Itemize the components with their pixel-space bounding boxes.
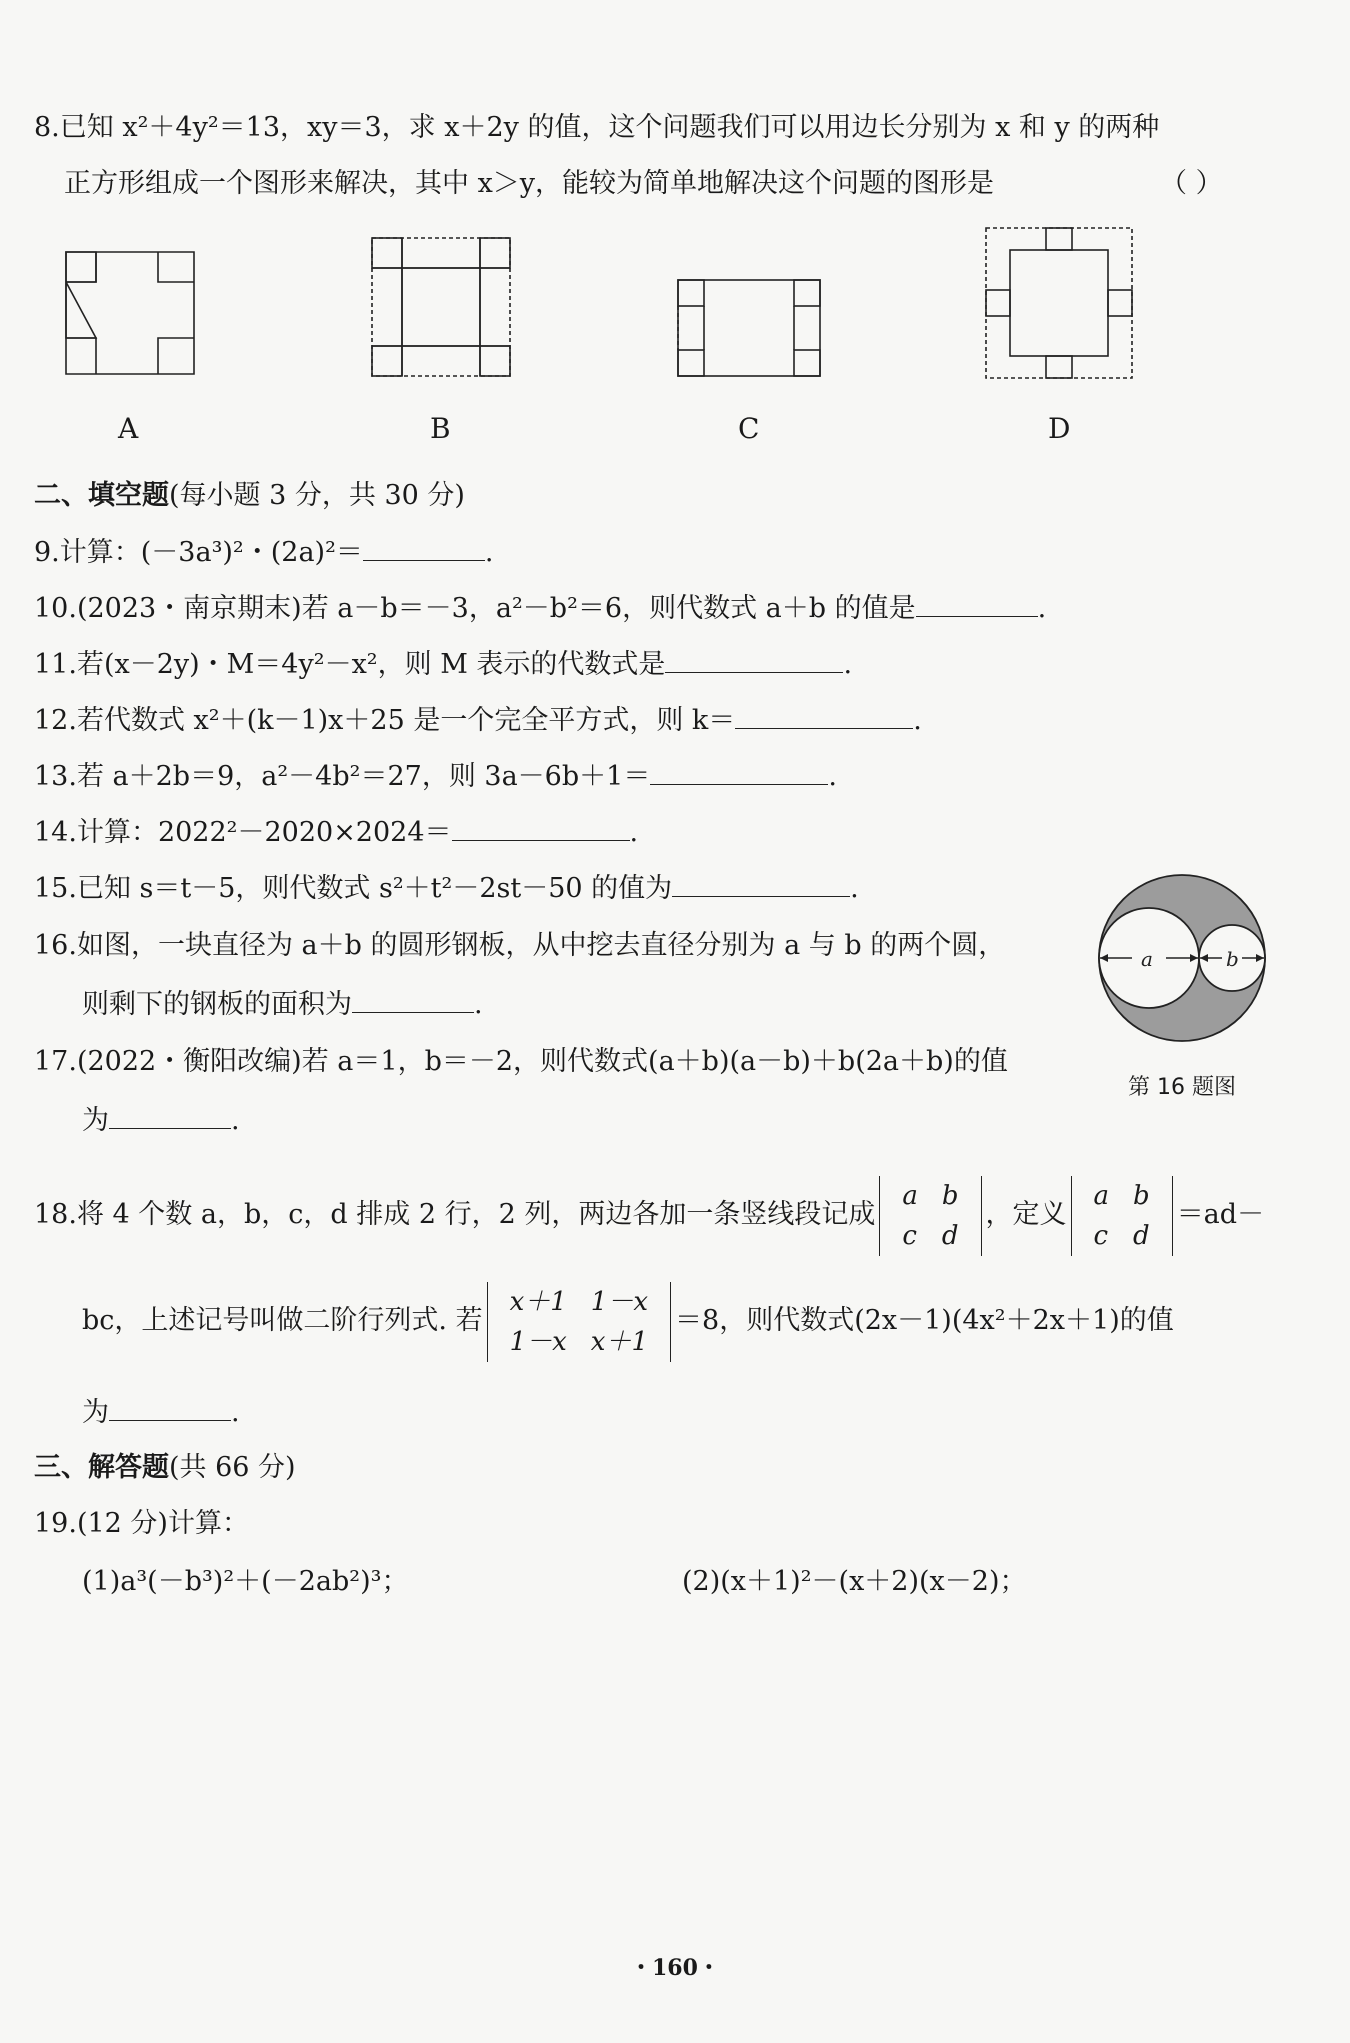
m1b-b: b (1133, 1180, 1150, 1211)
q16-answer-blank[interactable] (352, 986, 474, 1013)
q18-line2-prefix: bc，上述记号叫做二阶行列式. 若 (82, 1305, 483, 1336)
q16-line2 (82, 986, 483, 1023)
q13 (34, 758, 837, 795)
section-3-note: (共 66 分) (169, 1452, 296, 1483)
m1b-a: a (1093, 1180, 1110, 1211)
q15-text: 15.已知 s＝t－5，则代数式 s²＋t²－2st－50 的值为 (34, 873, 673, 904)
q16-end: . (474, 989, 483, 1020)
section-3-title: 三、解答题 (34, 1452, 169, 1483)
m2-d: x＋1 (590, 1326, 649, 1357)
q9-text: 9.计算：(－3a³)²・(2a)²＝ (34, 537, 363, 568)
q10-end: . (1037, 593, 1047, 624)
q16-text: 则剩下的钢板的面积为 (82, 989, 352, 1020)
q14-answer-blank[interactable] (452, 814, 630, 841)
q18-matrix-abcd-2 (1071, 1176, 1173, 1256)
q12-text: 12.若代数式 x²＋(k－1)x＋25 是一个完全平方式，则 k＝ (34, 705, 736, 736)
q19-part1: (1)a³(－b³)²＋(－2ab²)³； (82, 1566, 409, 1597)
q18-line3 (82, 1394, 240, 1431)
q13-text: 13.若 a＋2b＝9，a²－4b²＝27，则 3a－6b＋1＝ (34, 761, 651, 792)
q11-text: 11.若(x－2y)・M＝4y²－x²，则 M 表示的代数式是 (34, 649, 666, 680)
m1b-c: c (1093, 1220, 1109, 1251)
q13-end: . (828, 761, 837, 792)
q18-matrix-abcd (879, 1176, 981, 1256)
m2-a: x＋1 (509, 1286, 567, 1317)
q16-caption: 第 16 题图 (1128, 1075, 1236, 1100)
option-c-figure (678, 280, 820, 376)
q18-line2 (82, 1276, 1174, 1366)
q15 (34, 870, 859, 907)
q9-answer-blank[interactable] (363, 534, 485, 561)
q17-line1: 17.(2022・衡阳改编)若 a＝1，b＝－2，则代数式(a＋b)(a－b)＋b(2a＋b)的值 (34, 1046, 1008, 1077)
q19-part2: (2)(x＋1)²－(x＋2)(x－2)； (682, 1566, 1027, 1597)
q14 (34, 814, 638, 851)
q17-end: . (231, 1105, 240, 1136)
q9 (34, 534, 494, 571)
q8-option-figures (0, 220, 1350, 390)
q18-line2-suffix: ＝8，则代数式(2x－1)(4x²＋2x＋1)的值 (675, 1305, 1174, 1336)
q15-answer-blank[interactable] (672, 870, 850, 897)
q18-line3-text: 为 (82, 1397, 109, 1428)
q10 (34, 590, 1046, 627)
m1-a: a (902, 1180, 918, 1211)
option-b-label: B (430, 412, 451, 445)
option-c-label: C (738, 412, 760, 445)
q17-text: 为 (82, 1105, 109, 1136)
option-a-label: A (118, 412, 139, 445)
option-b-figure (372, 238, 510, 376)
q12 (34, 702, 922, 739)
q15-end: . (850, 873, 859, 904)
q16-line1: 16.如图，一块直径为 a＋b 的圆形钢板，从中挖去直径分别为 a 与 b 的两个圆， (34, 930, 1006, 961)
page-number: ・160・ (630, 1955, 720, 1981)
q18-matrix-x (487, 1282, 671, 1362)
q13-answer-blank[interactable] (650, 758, 828, 785)
q18-line1 (34, 1170, 1264, 1260)
option-d-label: D (1048, 412, 1071, 445)
option-d-figure (986, 228, 1132, 378)
m1-d: d (941, 1220, 959, 1251)
q18-suffix: ＝ad－ (1176, 1199, 1265, 1230)
m2-b: 1－x (590, 1286, 649, 1317)
m1-b: b (941, 1180, 959, 1211)
m1b-d: d (1133, 1220, 1150, 1251)
section-3-heading (34, 1450, 296, 1486)
m1-c: c (902, 1220, 917, 1251)
section-2-title: 二、填空题 (34, 480, 169, 511)
q17-line2 (82, 1102, 240, 1139)
q17-answer-blank[interactable] (109, 1102, 231, 1129)
q16-figure (1092, 868, 1272, 1048)
q11 (34, 646, 852, 683)
option-a-figure (66, 252, 194, 374)
q9-end: . (484, 537, 494, 568)
m2-c: 1－x (509, 1326, 567, 1357)
q18-mid: ，定义 (985, 1199, 1067, 1230)
fig-label-a: a (1141, 947, 1153, 971)
q18-end: . (231, 1397, 240, 1428)
fig-label-b: b (1226, 947, 1239, 971)
q14-end: . (629, 817, 639, 848)
q8-line2: 正方形组成一个图形来解决，其中 x＞y，能较为简单地解决这个问题的图形是 (64, 168, 995, 199)
q18-answer-blank[interactable] (109, 1394, 231, 1421)
q10-text: 10.(2023・南京期末)若 a－b＝－3，a²－b²＝6，则代数式 a＋b 的值是 (34, 593, 916, 624)
q12-end: . (913, 705, 922, 736)
section-2-heading (34, 478, 465, 514)
q10-answer-blank[interactable] (916, 590, 1038, 617)
section-2-note: (每小题 3 分，共 30 分) (169, 480, 465, 511)
q8-answer-paren: （ ） (1160, 168, 1223, 199)
q19-title: 19.(12 分)计算： (34, 1508, 249, 1539)
q12-answer-blank[interactable] (735, 702, 913, 729)
q11-end: . (843, 649, 853, 680)
q11-answer-blank[interactable] (665, 646, 843, 673)
q8-line1: 8.已知 x²＋4y²＝13，xy＝3，求 x＋2y 的值，这个问题我们可以用边长分别为 x 和 y 的两种 (34, 112, 1160, 143)
q18-prefix: 18.将 4 个数 a，b，c，d 排成 2 行，2 列，两边各加一条竖线段记成 (34, 1199, 876, 1230)
q14-text: 14.计算：2022²－2020×2024＝ (34, 817, 452, 848)
